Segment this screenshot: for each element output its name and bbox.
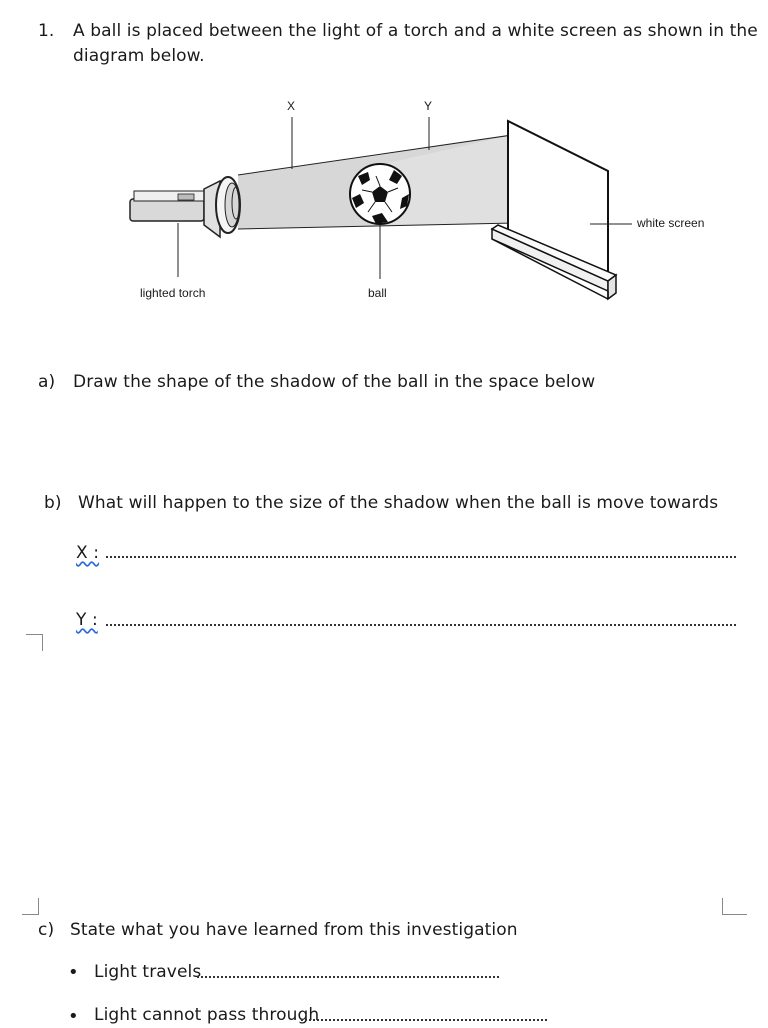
label-white-screen: white screen (637, 216, 705, 230)
soccer-ball-icon (350, 164, 410, 224)
torch-icon (130, 177, 240, 237)
page-corner-mark-left-bottom (22, 898, 39, 915)
part-b-y-label: Y : (76, 610, 98, 630)
part-c-bullet-2-answer-line[interactable] (301, 1019, 547, 1021)
white-screen-icon (492, 121, 616, 299)
part-c-letter: c) (38, 920, 55, 940)
part-c-text: State what you have learned from this investigation (70, 920, 518, 940)
label-x: X (287, 99, 296, 113)
page-corner-mark-left-top (26, 634, 43, 651)
part-c-bullet-1: Light travels (94, 962, 202, 982)
part-b-text: What will happen to the size of the shadow when the ball is move towards (78, 493, 719, 513)
question-intro-line1: A ball is placed between the light of a torch and a white screen as shown in the (73, 21, 758, 41)
label-y: Y (424, 99, 433, 113)
torch-ball-screen-diagram (120, 95, 730, 310)
diagram-drawing (120, 95, 730, 310)
part-c-bullet-1-answer-line[interactable] (197, 976, 499, 978)
label-lighted-torch: lighted torch (140, 286, 206, 300)
part-a-text: Draw the shape of the shadow of the ball in the space below (73, 372, 596, 392)
part-b-letter: b) (44, 493, 62, 513)
part-b-x-label: X : (76, 543, 100, 563)
part-c-bullet-2: Light cannot pass through (94, 1005, 320, 1025)
part-a-letter: a) (38, 372, 56, 392)
question-intro-line2: diagram below. (73, 46, 205, 66)
part-b-y-answer-line[interactable] (106, 624, 736, 626)
page-corner-mark-right-bottom (722, 898, 747, 915)
bullet-marker: • (68, 962, 79, 983)
label-ball: ball (368, 286, 387, 300)
question-number: 1. (38, 21, 55, 41)
bullet-marker: • (68, 1006, 79, 1027)
part-b-x-answer-line[interactable] (106, 556, 736, 558)
